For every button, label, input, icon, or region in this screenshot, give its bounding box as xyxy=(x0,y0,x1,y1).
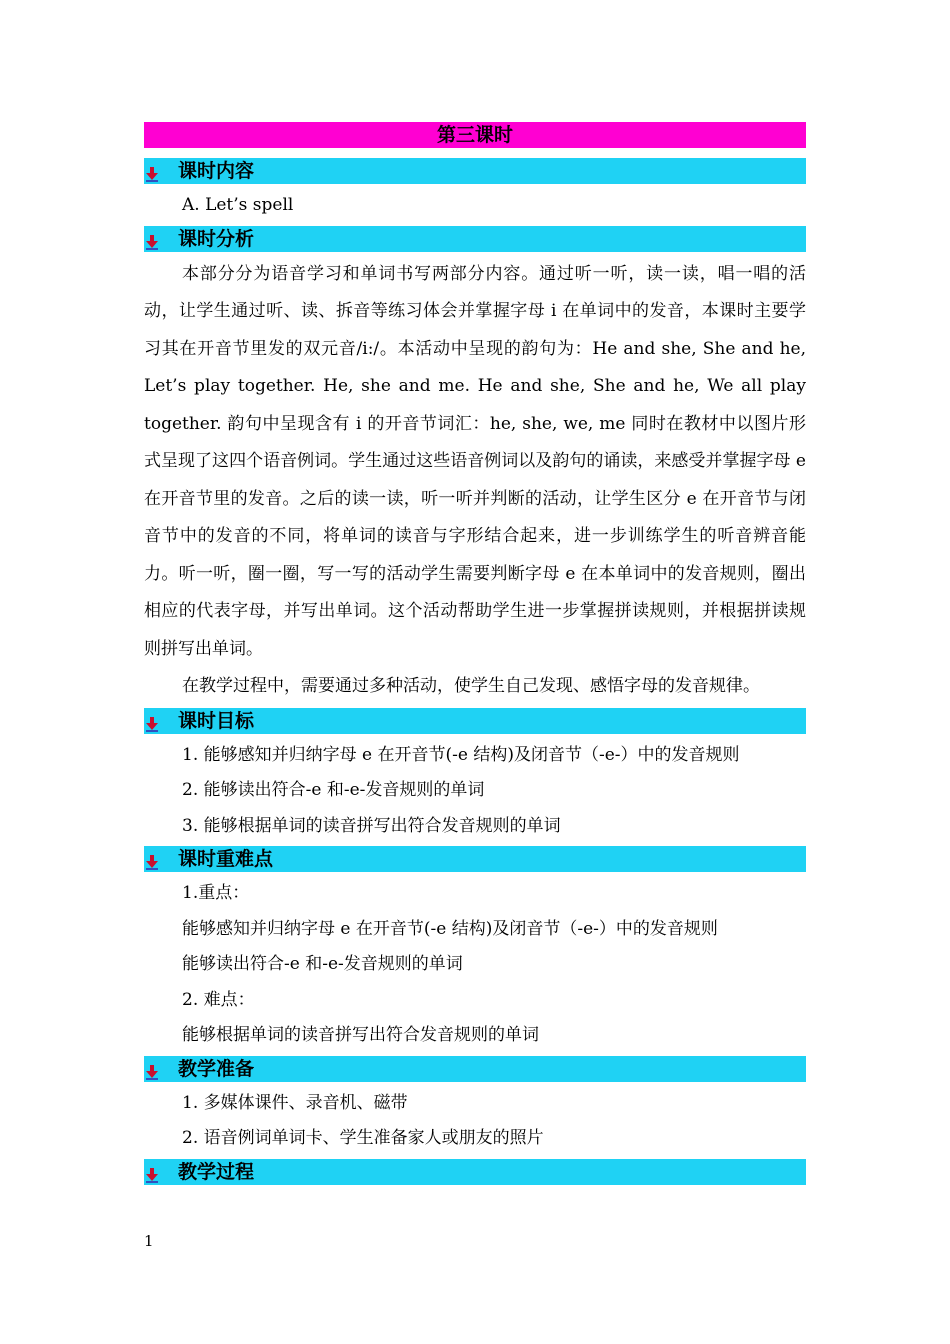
section-heading-label: 教学准备 xyxy=(178,1057,255,1080)
content-line: A. Let’s spell xyxy=(182,195,294,215)
key-point-line: 能够感知并归纳字母 e 在开音节(-e 结构)及闭音节（-e-）中的发音规则 xyxy=(182,918,718,939)
key-point-line: 2. 难点： xyxy=(182,989,255,1010)
analysis-paragraph: 在教学过程中，需要通过多种活动，使学生自己发现、感悟字母的发音规律。 xyxy=(182,676,760,696)
section-heading-label: 课时内容 xyxy=(178,160,255,182)
objective-line: 3. 能够根据单词的读音拼写出符合发音规则的单词 xyxy=(182,815,561,836)
section-heading-key-points xyxy=(144,846,806,872)
arrow-down-bullet-icon xyxy=(144,231,160,247)
section-heading-content xyxy=(144,158,806,184)
key-point-line: 1.重点： xyxy=(182,883,250,903)
page-number: 1 xyxy=(144,1232,154,1250)
arrow-down-bullet-icon xyxy=(144,713,160,729)
arrow-down-bullet-icon xyxy=(144,1164,160,1180)
section-heading-label: 教学过程 xyxy=(178,1160,255,1183)
key-point-line: 能够根据单词的读音拼写出符合发音规则的单词 xyxy=(182,1025,539,1045)
arrow-down-bullet-icon xyxy=(144,1061,160,1077)
arrow-down-bullet-icon xyxy=(144,163,160,179)
section-heading-analysis xyxy=(144,226,806,252)
preparation-line: 1. 多媒体课件、录音机、磁带 xyxy=(182,1092,408,1113)
analysis-paragraph: 本部分分为语音学习和单词书写两部分内容。通过听一听，读一读，唱一唱的活动，让学生通过听、读、拆音等练习体会并掌握字母 i 在单词中的发音，本课时主要学习其在开音节里发的双元音/i:/。本活动中呈现的韵句为：He and she, She and he, Let’s play together. He, she and me. He and she, She and he, We all play together. 韵句中呈现含有 i 的开音节词汇：he, she, we, me 同时在教材中以图片形式呈现了这四个语音例词。学生通过这些语音例词以及韵句的诵读，来感受并掌握字母 e 在开音节里的发音。之后的读一读，听一听并判断的活动，让学生区分 e 在开音节与闭音节中的发音的不同，将单词的读音与字形结合起来，进一步训练学生的听音辨音能力。听一听，圈一圈，写一写的活动学生需要判断字母 e 在本单词中的发音规则，圈出相应的代表字母，并写出单词。这个活动帮助学生进一步掌握拼读规则，并根据拼读规则拼写出单词。 xyxy=(144,263,806,659)
key-point-line: 能够读出符合-e 和-e-发音规则的单词 xyxy=(182,954,463,974)
section-heading-process xyxy=(144,1159,806,1185)
section-heading-label: 课时目标 xyxy=(178,709,255,732)
objective-line: 2. 能够读出符合-e 和-e-发音规则的单词 xyxy=(182,780,485,800)
section-heading-label: 课时分析 xyxy=(178,227,255,250)
lesson-title: 第三课时 xyxy=(144,122,806,148)
preparation-line: 2. 语音例词单词卡、学生准备家人或朋友的照片 xyxy=(182,1128,544,1148)
document-page xyxy=(144,122,806,1189)
arrow-down-bullet-icon xyxy=(144,851,160,867)
section-heading-objectives xyxy=(144,708,806,734)
objective-line: 1. 能够感知并归纳字母 e 在开音节(-e 结构)及闭音节（-e-）中的发音规则 xyxy=(182,744,740,765)
section-heading-label: 课时重难点 xyxy=(178,848,274,870)
section-heading-preparation xyxy=(144,1056,806,1082)
